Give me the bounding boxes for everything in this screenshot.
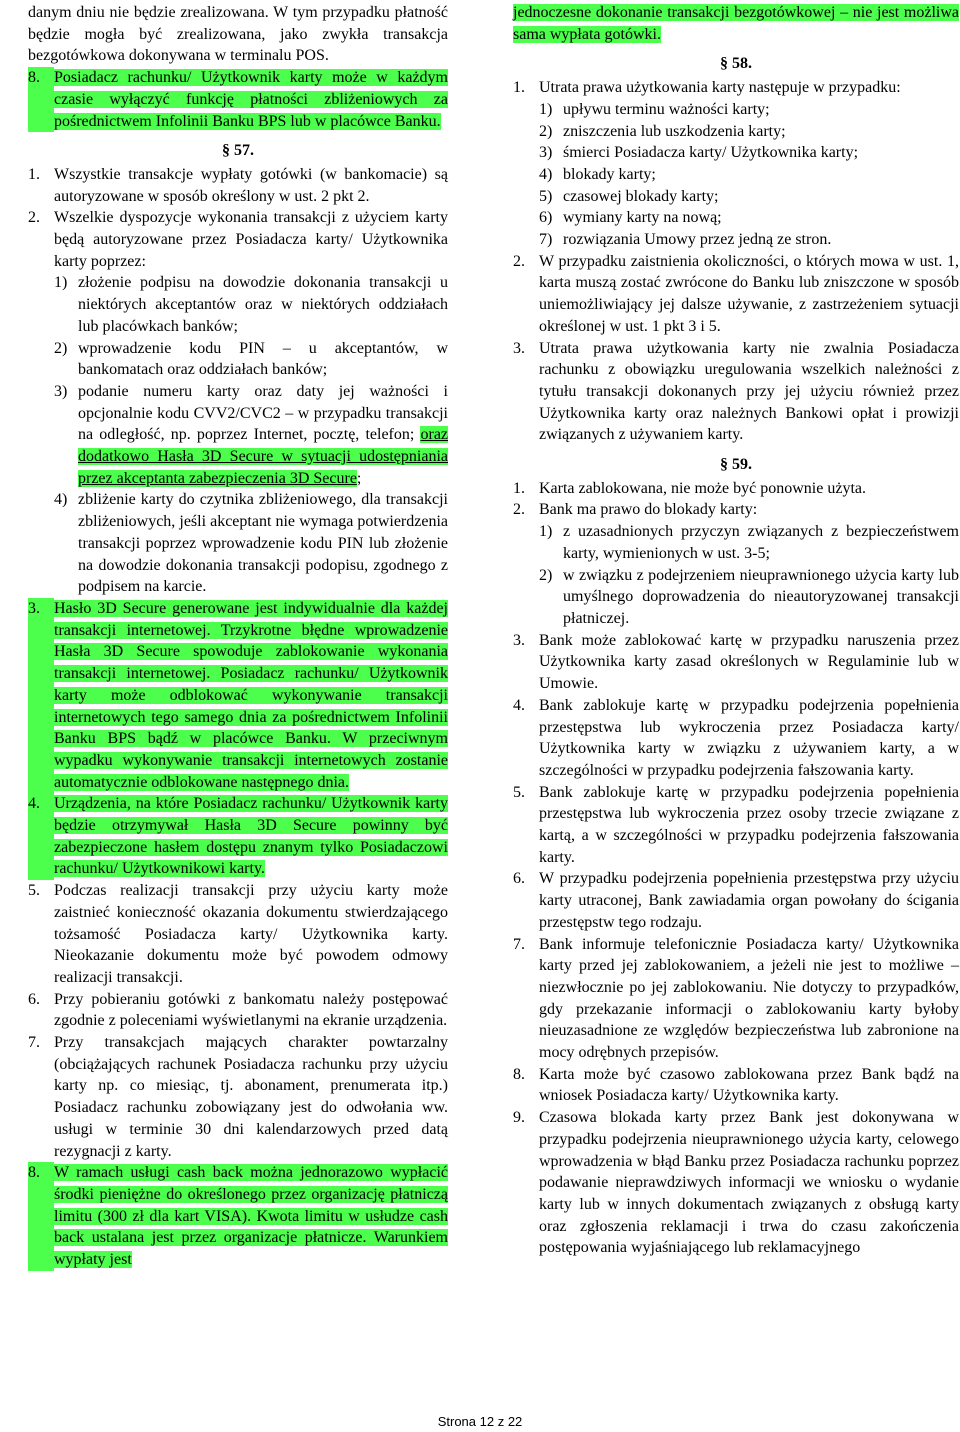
sub-item-6: 6) wymiany karty na nową; (539, 209, 722, 227)
list-item-5: 5. Podczas realizacji transakcji przy użyciu karty może zaistnieć konieczność okazania dokumentu stwierdzającego tożsamość Posiadacza karty/ Użytkownika karty. Nieokazanie dokumentu może być powodem odmowy realizacji transakcji. (28, 882, 448, 986)
list-item-2: 2. W przypadku zaistnienia okoliczności, o których mowa w ust. 1, karta muszą zostać zwrócone do Banku lub zniszczone w sposób uniemożliwiający jej dalsze używanie, z zastrzeżeniem sytuacji określonej w ust. 1 pkt 3 i 5. (513, 252, 959, 335)
list-item-6: 6. W przypadku podejrzenia popełnienia przestępstwa przy użyciu karty utraconej, Bank zawiadamia organ powołany do ścigania przestępstw tego rodzaju. (513, 870, 959, 931)
item-number: 8. (28, 67, 54, 132)
sub-item-2: 2) w związku z podejrzeniem nieuprawnionego użycia karty lub umyślnego doprowadzenia do nieautoryzowanej transakcji płatniczej. (539, 566, 959, 627)
continuation-paragraph: jednoczesne dokonanie transakcji bezgotówkowej – nie jest możliwa sama wypłata gotówki. (513, 4, 959, 43)
list-item-4: 4. Bank zablokuje kartę w przypadku podejrzenia popełnienia przestępstwa lub wykroczenia przez Posiadacza karty/ Użytkownika karty w związku z używaniem karty, a w szczególności w przypadku podejrzenia fałszowania karty. (513, 696, 959, 779)
list-item-2: 2. Bank ma prawo do blokady karty: (513, 501, 758, 519)
list-item-2: 2. Wszelkie dyspozycje wykonania transakcji z użyciem karty będą autoryzowane przez Posiadacza karty/ Użytkownika karty poprzez: (28, 209, 448, 270)
sub-item-4: 4) zbliżenie karty do czytnika zbliżeniowego, dla transakcji zbliżeniowych, jeśli akceptant nie wymaga potwierdzenia transakcji poprzez wprowadzenie kodu PIN lub złożenie na dowodzie dokonania transakcji podopisu, zgodnego z podpisem na karcie. (54, 491, 448, 596)
sub-item-4: 4) blokady karty; (539, 165, 656, 183)
list-item-7: 7. Bank informuje telefonicznie Posiadacza karty/ Użytkownika karty przed jej zablokowaniem, a jeżeli nie jest to możliwe – niezwłocznie po jej zablokowaniu. Nie dotyczy to przypadków, gdy przekazanie informacji o zablokowaniu karty byłoby nieuzasadnione ze względów bezpieczeństwa lub zabronione na mocy odrębnych przepisów. (513, 935, 959, 1062)
sub-item-3: 3) śmierci Posiadacza karty/ Użytkownika karty; (539, 144, 859, 162)
item-text: Posiadacz rachunku/ Użytkownik karty może w każdym czasie wyłączyć funkcję płatności zbliżeniowych za pośrednictwem Infolinii Banku BPS lub w placówce Banku. (54, 69, 448, 130)
list-item-7: 7. Przy transakcjach mających charakter powtarzalny (obciążających rachunek Posiadacza rachunku przy użyciu karty np. co miesiąc, tj. abonament, prenumerata itp.) Posiadacz rachunku zobowiązany jest do odwołania ww. usługi w terminie 30 dni kalendarzowych przed datą rezygnacji z karty. (28, 1034, 448, 1160)
sub-item-1: 1) z uzasadnionych przyczyn związanych z bezpieczeństwem karty, wymienionych w ust. 3-5; (539, 523, 959, 562)
list-item-5: 5. Bank zablokuje kartę w przypadku podejrzenia popełnienia przestępstwa lub wykroczenia przez osoby trzecie związane z kartą, a w szczególności w przypadku podejrzenia fałszowania karty. (513, 783, 959, 866)
list-item-3: 3. Hasło 3D Secure generowane jest indywidualnie dla każdej transakcji internetowej. Trzykrotne błędne wprowadzenie Hasła 3D Secure spowoduje zablokowanie wykonania transakcji internetowej. Posiadacz rachunku/ Użytkownik karty może odblokować wykonywanie transakcji internetowych tego samego dnia za pośrednictwem Infolinii Banku BPS bądź w placówce Banku. W przeciwnym wypadku wykonywanie transakcji internetowych zostanie automatycznie odblokowane następnego dnia. (28, 598, 448, 793)
list-item-8 (28, 67, 448, 132)
right-column (513, 2, 959, 1259)
highlighted-text: W ramach usługi cash back można jednorazowo wypłacić środki pieniężne do określonego przez organizację płatniczą limitu (300 zł dla kart VISA). Kwota limitu w usłudze cash back ustalana jest przez organizacje płatnicze. Warunkiem wypłaty jest (54, 1164, 448, 1269)
section-heading-57: § 57. (222, 142, 254, 160)
section-heading-58: § 58. (720, 55, 752, 73)
sub-item-5: 5) czasowej blokady karty; (539, 187, 719, 205)
sub-item-3: 3) podanie numeru karty oraz daty jej ważności i opcjonalnie kodu CVV2/CVC2 – w przypadku transakcji na odległość, np. poprzez Internet, pocztę, telefon; oraz dodatkowo Hasła 3D Secure w sytuacji udostępniania przez akceptanta zabezpieczenia 3D Secure; (54, 382, 449, 487)
list-item-6: 6. Przy pobieraniu gotówki z bankomatu należy postępować zgodnie z poleceniami wyświetlanymi na ekranie urządzenia. (28, 990, 448, 1030)
sub-item-2: 2) wprowadzenie kodu PIN – u akceptantów, w bankomatach oraz oddziałach banków; (54, 339, 448, 379)
highlighted-text: Urządzenia, na które Posiadacz rachunku/ Użytkownik karty będzie otrzymywał Hasła 3D Secure powinny być zabezpieczone hasłem dostępu znanym tylko Posiadaczowi rachunku/ Użytkownikowi karty. (54, 795, 448, 878)
section-heading-59: § 59. (720, 456, 752, 474)
list-item-3: 3. Bank może zablokować kartę w przypadku naruszenia przez Użytkownika karty zasad określonych w Regulaminie lub w Umowie. (513, 631, 959, 693)
page-number: Strona 12 z 22 (437, 1414, 523, 1429)
left-column (28, 2, 448, 1271)
list-item-4: 4. Urządzenia, na które Posiadacz rachunku/ Użytkownik karty będzie otrzymywał Hasła 3D Secure powinny być zabezpieczone hasłem dostępu znanym tylko Posiadaczowi rachunku/ Użytkownikowi karty. (28, 793, 448, 880)
sub-item-1: 1) złożenie podpisu na dowodzie dokonania transakcji u niektórych akceptantów oraz w niektórych oddziałach lub placówkach banków; (54, 274, 448, 335)
list-item-1: 1. Karta zablokowana, nie może być ponownie użyta. (513, 479, 866, 497)
highlighted-text: Hasło 3D Secure generowane jest indywidualnie dla każdej transakcji internetowej. Trzykrotne błędne wprowadzenie Hasła 3D Secure spowoduje zablokowanie wykonania transakcji internetowej. Posiadacz rachunku/ Użytkownik karty może odblokować wykonywanie transakcji internetowych tego samego dnia za pośrednictwem Infolinii Banku BPS bądź w placówce Banku. W przeciwnym wypadku wykonywanie transakcji internetowych zostanie automatycznie odblokowane następnego dnia. (54, 599, 448, 791)
list-item-3: 3. Utrata prawa użytkowania karty nie zwalnia Posiadacza rachunku z obowiązku uregulowania wszelkich należności z tytułu transakcji dokonanych przy jej użyciu również przez Użytkownika karty oraz należnych Bankowi opłat i prowizji związanych z używaniem karty. (513, 339, 959, 444)
sub-item-1: 1) upływu terminu ważności karty; (539, 100, 770, 118)
list-item-8-cash-back: 8. W ramach usługi cash back można jednorazowo wypłacić środki pieniężne do określonego przez organizację płatniczą limitu (300 zł dla kart VISA). Kwota limitu w usłudze cash back ustalana jest przez organizacje płatnicze. Warunkiem wypłaty jest (28, 1162, 448, 1271)
list-item-8: 8. Karta może być czasowo zablokowana przez Bank bądź na wniosek Posiadacza karty/ Użytkownika karty. (513, 1065, 959, 1105)
highlighted-3d-secure-text: oraz dodatkowo Hasła 3D Secure w sytuacji udostępniania przez akceptanta zabezpieczenia 3D Secure (78, 426, 449, 487)
sub-item-2: 2) zniszczenia lub uszkodzenia karty; (539, 122, 786, 140)
list-item-1: 1. Wszystkie transakcje wypłaty gotówki (w bankomacie) są autoryzowane w sposób określony w ust. 2 pkt 2. (28, 165, 448, 205)
sub-item-7: 7) rozwiązania Umowy przez jedną ze stron. (539, 231, 832, 249)
intro-paragraph: danym dniu nie będzie zrealizowana. W tym przypadku płatność będzie mogła być zrealizowana, jako zwykła transakcja bezgotówkowa dokonywana w terminalu POS. (28, 4, 448, 65)
list-item-9: 9. Czasowa blokada karty przez Bank jest dokonywana w przypadku podejrzenia nieuprawnionego użycia karty, celowego wprowadzenia w błąd Banku przez Posiadacza rachunku poprzez podawanie nieprawdziwych informacji we wniosku o wydanie karty lub w innych dokumentach związanych z obsługą karty oraz zgłoszenia reklamacji i trwa do czasu zakończenia postępowania wyjaśniającego lub reklamacyjnego (513, 1109, 959, 1257)
list-item-1: 1. Utrata prawa użytkowania karty następuje w przypadku: (513, 79, 901, 97)
